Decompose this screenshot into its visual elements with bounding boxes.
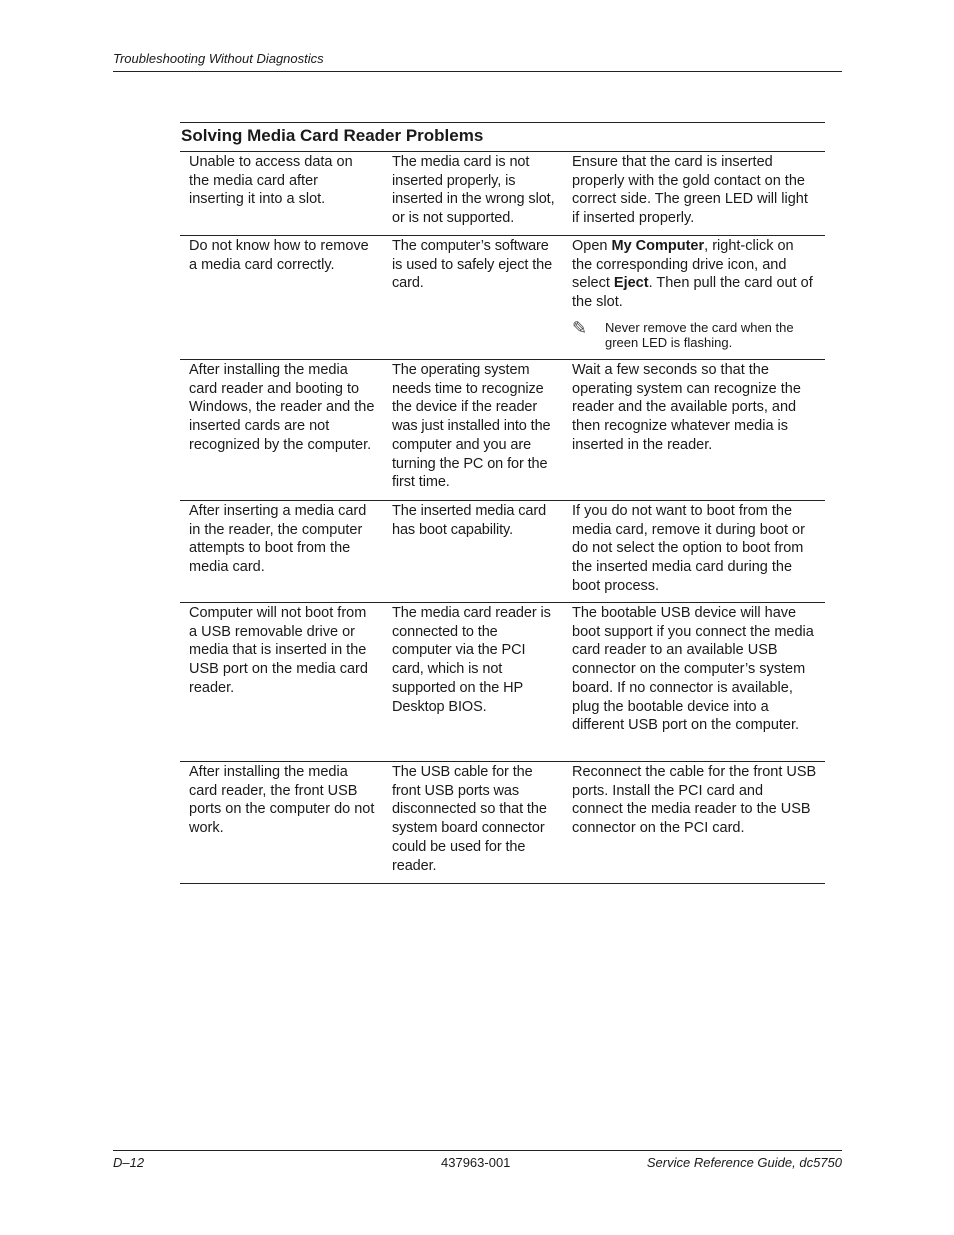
problem-cell: After installing the media card reader and booting to Windows, the reader and the inserted cards are not recognized by the computer. [189, 362, 375, 453]
table-row [180, 236, 825, 360]
solution-cell: If you do not want to boot from the media card, remove it during boot or do not select the option to boot from the inserted media card during the boot process. [572, 503, 805, 594]
running-header: Troubleshooting Without Diagnostics [113, 51, 324, 66]
table-row [180, 501, 825, 603]
solution-text [572, 237, 817, 312]
page-number: D–12 [113, 1155, 145, 1170]
table-title: Solving Media Card Reader Problems [180, 123, 825, 152]
header-divider [113, 71, 842, 72]
cause-cell: The media card reader is connected to the computer via the PCI card, which is not supported on the HP Desktop BIOS. [392, 605, 551, 715]
cause-cell: The USB cable for the front USB ports was disconnected so that the system board connector could be used for the reader. [392, 764, 547, 874]
table-row [180, 360, 825, 501]
note-text: Never remove the card when the green LED is flashing. [605, 319, 794, 351]
solution-cell: Ensure that the card is inserted properly with the gold contact on the correct side. The green LED will light if inserted properly. [572, 154, 808, 227]
solution-cell: Wait a few seconds so that the operating system can recognize the reader and the available ports, and then recognize whatever media is inserted in the reader. [572, 362, 801, 453]
table-row [180, 603, 825, 762]
problem-cell: Do not know how to remove a media card correctly. [189, 238, 369, 273]
cause-cell: The media card is not inserted properly, is inserted in the wrong slot, or is not supported. [392, 154, 555, 227]
pencil-note-icon: ✎ [572, 317, 588, 338]
guide-title: Service Reference Guide, dc5750 [646, 1155, 842, 1170]
cause-cell: The computer’s software is used to safely eject the card. [392, 238, 553, 292]
ui-term-eject: Eject [613, 275, 649, 292]
problem-cell: Unable to access data on the media card after inserting it into a slot. [189, 154, 353, 208]
solution-cell: Reconnect the cable for the front USB ports. Install the PCI card and connect the media reader to the USB connector on the PCI card. [572, 764, 817, 837]
solution-cell [563, 236, 825, 359]
problem-cell: After installing the media card reader, the front USB ports on the computer do not work. [189, 764, 375, 837]
problem-cell: Computer will not boot from a USB removable drive or media that is inserted in the USB port on the media card reader. [189, 605, 368, 696]
footer-divider [113, 1150, 842, 1151]
solution-text-part: Open [572, 238, 612, 254]
cause-cell: The inserted media card has boot capability. [392, 503, 547, 538]
document-number: 437963-001 [441, 1155, 511, 1170]
table-row [180, 152, 825, 236]
problem-cell: After inserting a media card in the reader, the computer attempts to boot from the media card. [189, 503, 367, 576]
solution-cell: The bootable USB device will have boot support if you connect the media card reader to an available USB connector on the computer’s system board. If no connector is available, plug the bootable device into a different USB port on the computer. [572, 605, 814, 734]
note [572, 317, 817, 351]
solution-text-part: . Then pull the card out of the slot. [572, 275, 813, 311]
troubleshooting-table [180, 122, 825, 884]
ui-term-my-computer: My Computer [611, 238, 705, 254]
cause-cell: The operating system needs time to recognize the device if the reader was just installed into the computer and you are turning the PC on for the first time. [392, 362, 551, 491]
table-row [180, 762, 825, 884]
solution-text-part: , right-click on the corresponding drive icon, and select [572, 238, 794, 292]
